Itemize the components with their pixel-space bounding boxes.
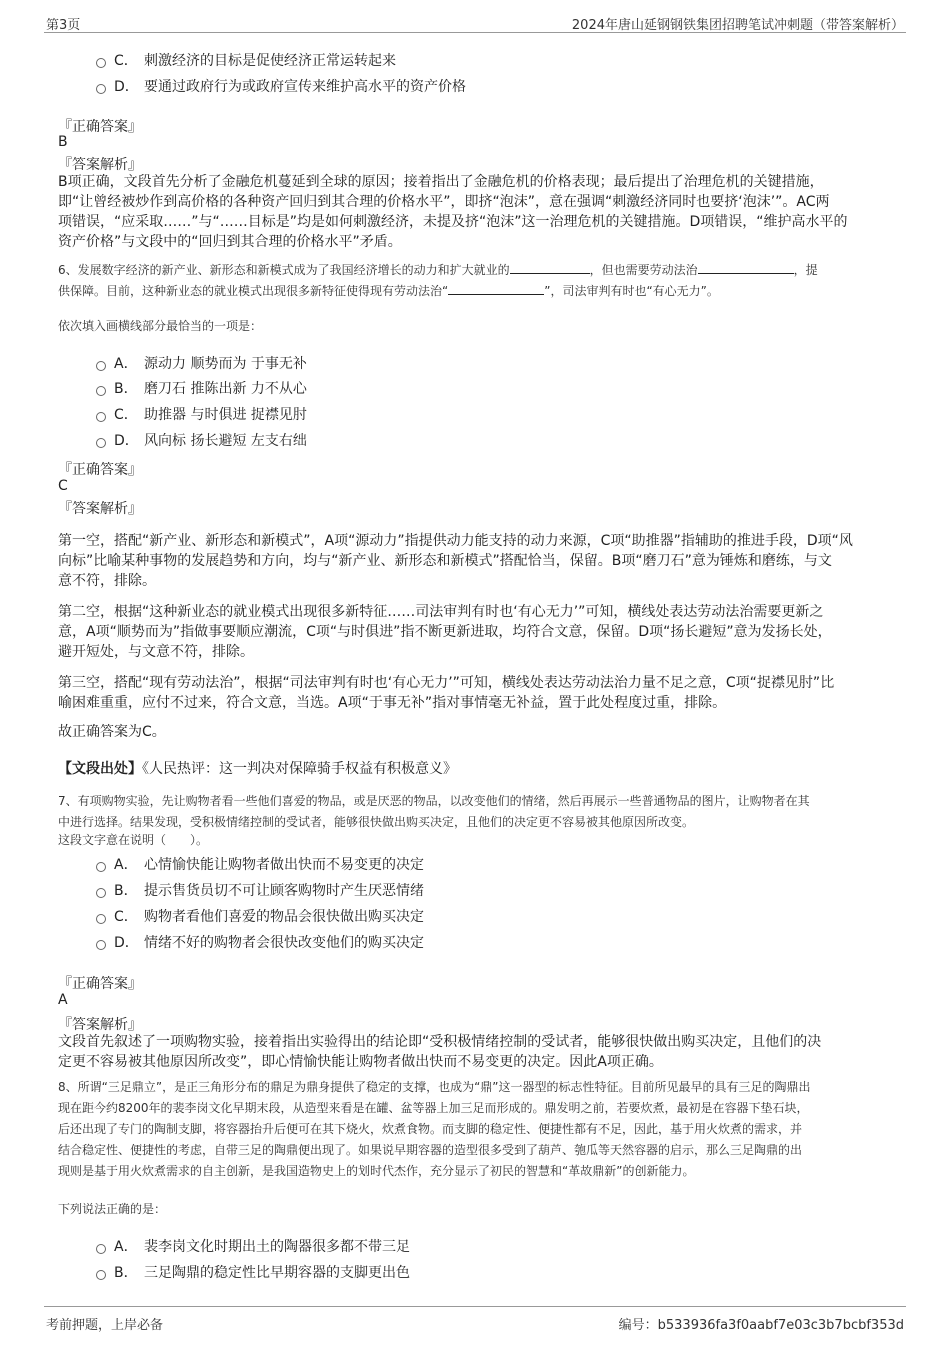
- analysis-label: 『答案解析』: [58, 501, 142, 517]
- q6-option-b[interactable]: B． 磨刀石 推陈出新 力不从心: [96, 378, 307, 398]
- q7-answer: A: [58, 992, 68, 1008]
- q7-analysis: 文段首先叙述了一项购物实验，接着指出实验得出的结论即“受积极情绪控制的受试者，能够很快做出购买决定，且他们的决 定更不容易被其他原因所改变”，即心情愉快能让购物者做出快而不易变更的决定。因此A项正确。: [58, 1034, 822, 1070]
- q6-conclusion: 故正确答案为C。: [58, 724, 166, 740]
- radio-icon[interactable]: [96, 84, 106, 94]
- radio-icon[interactable]: [96, 940, 106, 950]
- q7-option-a[interactable]: A． 心情愉快能让购物者做出快而不易变更的决定: [96, 854, 424, 874]
- page-number: 第3页: [46, 18, 81, 33]
- blank-3: [448, 282, 544, 295]
- analysis-label: 『答案解析』: [58, 157, 142, 173]
- q8-stem: 8、所谓“三足鼎立”，是正三角形分布的鼎足为鼎身提供了稳定的支撑，也成为“鼎”这一器型的标志性特征。目前所见最早的具有三足的陶鼎出 现在距今约8200年的裴李岗文化早期末段，从造型来看是在罐、盆等器上加三足而形成的。鼎发明之前，若要炊煮，最初是在容器下垫石块， 后还出现了专门的陶制支脚，将容器抬升后便可在其下烧火，炊煮食物。而支脚的稳定性、便捷性都有不足，因此，基于用火炊煮的需求，并 结合稳定性、便捷性的考虑，自带三足的陶鼎便出现了。如果说早期容器的造型很多受到了葫芦、匏瓜等天然容器的启示，那么三足陶鼎的出 现则是基于用火炊煮需求的自主创新，是我国造物史上的划时代杰作，充分显示了初民的智慧和“革故鼎新”的创新能力。: [58, 1080, 811, 1178]
- q6-stem: 6、发展数字经济的新产业、新形态和新模式成为了我国经济增长的动力和扩大就业的 ，但也需要劳动法治 ，提 供保障。目前，这种新业态的就业模式出现很多新特征使得现有劳动法治“ ”，司法审判有时也“有心无力”。: [58, 263, 818, 298]
- q6-prompt: 依次填入画横线部分最恰当的一项是：: [58, 319, 263, 333]
- page-header: [44, 12, 906, 33]
- q5-analysis: B项正确，文段首先分析了金融危机蔓延到全球的原因；接着指出了金融危机的价格表现；最后提出了治理危机的关键措施， 即“让曾经被炒作到高价格的各种资产回归到其合理的价格水平”，即挤“泡沫”，意在强调“刺激经济同时也要挤‘泡沫’”。AC两 项错误，“应采取……”与“……目标是”均是如何刺激经济，未提及挤“泡沫”这一治理危机的关键措施。D项错误，“维护高水平的 资产价格”与文段中的“回归到其合理的价格水平”矛盾。: [58, 174, 848, 250]
- radio-icon[interactable]: [96, 888, 106, 898]
- answer-label: 『正确答案』: [58, 976, 142, 992]
- q8-option-a[interactable]: A． 裴李岗文化时期出土的陶器很多都不带三足: [96, 1236, 410, 1256]
- blank-1: [510, 261, 590, 274]
- q5-option-d[interactable]: D． 要通过政府行为或政府宣传来维护高水平的资产价格: [96, 76, 466, 96]
- answer-label: 『正确答案』: [58, 119, 142, 135]
- q8-option-b[interactable]: B． 三足陶鼎的稳定性比早期容器的支脚更出色: [96, 1262, 410, 1282]
- q8-prompt: 下列说法正确的是：: [58, 1202, 167, 1216]
- radio-icon[interactable]: [96, 386, 106, 396]
- q7-option-c[interactable]: C． 购物者看他们喜爱的物品会很快做出购买决定: [96, 906, 424, 926]
- q6-option-c[interactable]: C． 助推器 与时俱进 捉襟见肘: [96, 404, 307, 424]
- radio-icon[interactable]: [96, 438, 106, 448]
- radio-icon[interactable]: [96, 914, 106, 924]
- q6-option-d[interactable]: D． 风向标 扬长避短 左支右绌: [96, 430, 307, 450]
- q6-source: 【文段出处】《人民热评：这一判决对保障骑手权益有积极意义》: [58, 761, 457, 777]
- q5-answer: B: [58, 134, 68, 150]
- page-footer: [44, 1306, 906, 1333]
- radio-icon[interactable]: [96, 58, 106, 68]
- q7-stem: 7、有项购物实验，先让购物者看一些他们喜爱的物品，或是厌恶的物品，以改变他们的情绪，然后再展示一些普通物品的图片，让购物者在其 中进行选择。结果发现，受积极情绪控制的受试者，能够很快做出购买决定，且他们的决定更不容易被其他原因所改变。 这段文字意在说明（ ）。: [58, 794, 810, 847]
- q6-option-a[interactable]: A． 源动力 顺势而为 于事无补: [96, 353, 307, 373]
- blank-2: [698, 261, 794, 274]
- answer-label: 『正确答案』: [58, 462, 142, 478]
- document-title: 2024年唐山延钢钢铁集团招聘笔试冲刺题（带答案解析）: [571, 18, 904, 33]
- q7-option-d[interactable]: D． 情绪不好的购物者会很快改变他们的购买决定: [96, 932, 424, 952]
- radio-icon[interactable]: [96, 1270, 106, 1280]
- q7-option-b[interactable]: B． 提示售货员切不可让顾客购物时产生厌恶情绪: [96, 880, 424, 900]
- q5-option-c[interactable]: C． 刺激经济的目标是促使经济正常运转起来: [96, 50, 396, 70]
- radio-icon[interactable]: [96, 1244, 106, 1254]
- radio-icon[interactable]: [96, 361, 106, 371]
- radio-icon[interactable]: [96, 862, 106, 872]
- radio-icon[interactable]: [96, 412, 106, 422]
- document-id: 编号：b533936fa3f0aabf7e03c3b7bcbf353d: [618, 1318, 904, 1333]
- footer-slogan: 考前押题，上岸必备: [46, 1318, 164, 1333]
- q6-analysis-p1: 第一空，搭配“新产业、新形态和新模式”，A项“源动力”指提供动力能支持的动力来源，C项“助推器”指辅助的推进手段，D项“风 向标”比喻某种事物的发展趋势和方向，均与“新产业、新形态和新模式”搭配恰当，保留。B项“磨刀石”意为锤炼和磨练，与文 意不符，排除。: [58, 533, 853, 589]
- analysis-label: 『答案解析』: [58, 1017, 142, 1033]
- q6-answer: C: [58, 478, 68, 494]
- q6-analysis-p3: 第三空，搭配“现有劳动法治”，根据“司法审判有时也‘有心无力’”可知，横线处表达劳动法治力量不足之意，C项“捉襟见肘”比 喻困难重重，应付不过来，符合文意，当选。A项“于事无补”指对事情毫无补益，置于此处程度过重，排除。: [58, 675, 835, 711]
- q6-analysis-p2: 第二空，根据“这种新业态的就业模式出现很多新特征……司法审判有时也‘有心无力’”可知，横线处表达劳动法治需要更新之 意，A项“顺势而为”指做事要顺应潮流，C项“与时俱进”指不断更新进取，均符合文意，保留。D项“扬长避短”意为发扬长处， 避开短处，与文意不符，排除。: [58, 604, 832, 660]
